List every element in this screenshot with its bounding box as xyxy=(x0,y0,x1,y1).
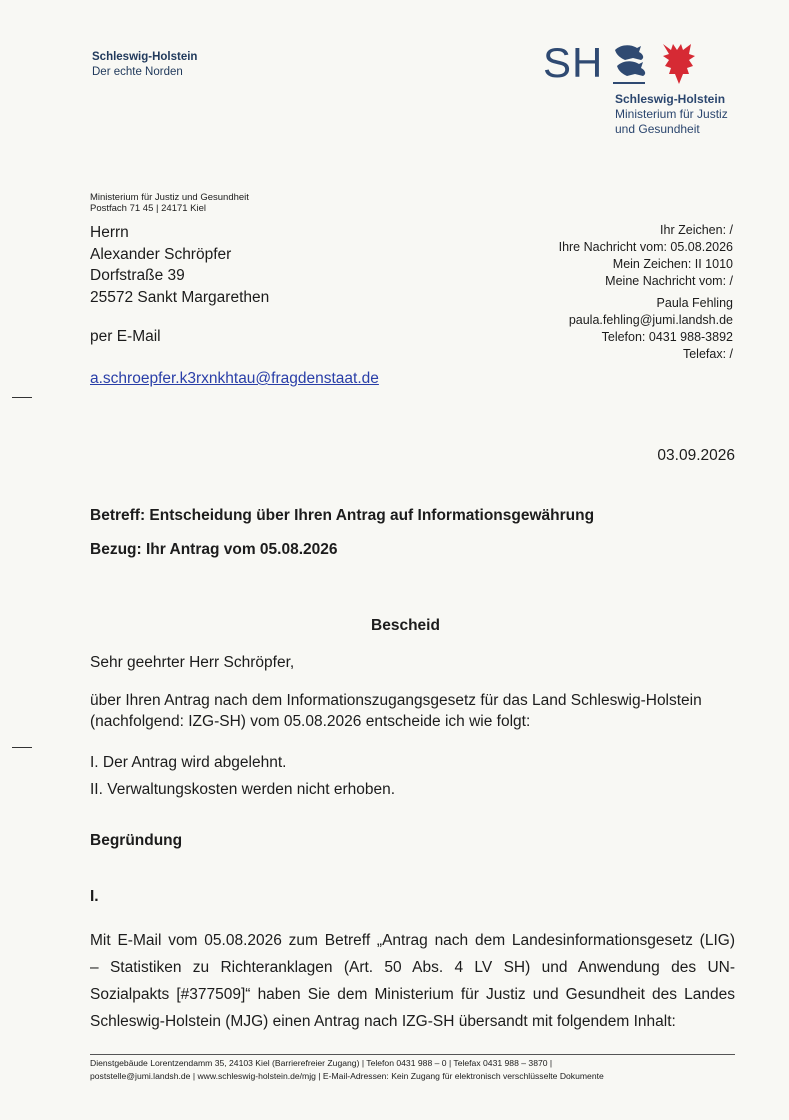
footer-line: Dienstgebäude Lorentzendamm 35, 24103 Kiel (Barrierefreier Zugang) | Telefon 0431 988 – 0 | Telefax 0431 988 – 3870 | xyxy=(90,1058,553,1068)
decision-list xyxy=(90,749,395,803)
body-line: Schleswig-Holstein (MJG) einen Antrag nach IZG-SH übersandt mit folgendem Inhalt: xyxy=(90,1013,676,1030)
body-line: Mit E-Mail vom 05.08.2026 zum Betreff „Antrag nach dem Landesinformationsgesetz (LIG) xyxy=(90,932,735,949)
body-line: Sozialpakts [#377509]“ haben Sie dem Ministerium für Justiz und Gesundheit des Landes xyxy=(90,986,735,1003)
contact-telefax: Telefax: / xyxy=(682,347,733,361)
coat-of-arms-icon xyxy=(611,42,703,86)
recipient-street: Dorfstraße 39 xyxy=(90,267,185,284)
ref-mein-zeichen: Mein Zeichen: II 1010 xyxy=(612,257,733,271)
brand-name: Schleswig-Holstein xyxy=(92,51,198,63)
recipient-city: 25572 Sankt Margarethen xyxy=(90,288,270,306)
recipient-name: Alexander Schröpfer xyxy=(90,245,232,263)
sh-logo xyxy=(543,40,703,90)
ref-meine-nachricht: Meine Nachricht vom: / xyxy=(605,274,733,288)
sh-logo-letters: SH xyxy=(543,39,604,86)
footer xyxy=(90,1057,750,1083)
recipient-address xyxy=(90,222,269,308)
sender-name: Ministerium für Justiz und Gesundheit xyxy=(90,192,249,203)
fold-mark xyxy=(12,397,32,398)
contact-name: Paula Fehling xyxy=(656,296,733,310)
sender-address xyxy=(90,192,249,214)
decision-item: II. Verwaltungskosten werden nicht erhoben. xyxy=(90,781,396,798)
footer-line: poststelle@jumi.landsh.de | www.schleswig-holstein.de/mjg | E-Mail-Adressen: Kein Zugang für elektronisch verschlüsselte Dokumente xyxy=(90,1071,604,1081)
footer-divider xyxy=(90,1054,735,1055)
begruendung-heading: Begründung xyxy=(90,832,183,849)
body-line: – Statistiken zu Richteranklagen (Art. 50 Abs. 4 LV SH) und Anwendung des UN- xyxy=(90,959,735,976)
decision-item: I. Der Antrag wird abgelehnt. xyxy=(90,754,287,771)
ref-ihr-zeichen: Ihr Zeichen: / xyxy=(660,223,733,237)
contact-telefon: Telefon: 0431 988-3892 xyxy=(601,330,733,344)
recipient-email-link[interactable]: a.schroepfer.k3rxnkhtau@fragdenstaat.de xyxy=(90,370,379,387)
intro-line: über Ihren Antrag nach dem Informationszugangsgesetz für das Land Schleswig-Holstein xyxy=(90,692,702,709)
ref-ihre-nachricht: Ihre Nachricht vom: 05.08.2026 xyxy=(558,240,733,254)
brand-block xyxy=(92,50,197,80)
letter-date: 03.09.2026 xyxy=(657,447,735,464)
contact-block xyxy=(569,295,733,363)
ministry-name-line1: Ministerium für Justiz xyxy=(615,107,728,121)
subject-line: Betreff: Entscheidung über Ihren Antrag auf Informationsgewährung xyxy=(90,507,595,524)
contact-email: paula.fehling@jumi.landsh.de xyxy=(568,313,733,327)
ministry-name-line2: und Gesundheit xyxy=(615,122,700,136)
fold-mark xyxy=(12,747,32,748)
sender-postbox: Postfach 71 45 | 24171 Kiel xyxy=(90,203,207,214)
ministry-state: Schleswig-Holstein xyxy=(615,92,726,106)
recipient-salutation: Herrn xyxy=(90,224,129,241)
intro-line: (nachfolgend: IZG-SH) vom 05.08.2026 entscheide ich wie folgt: xyxy=(90,713,531,730)
brand-slogan: Der echte Norden xyxy=(92,66,183,78)
reference-block xyxy=(559,222,733,290)
reference-line: Bezug: Ihr Antrag vom 05.08.2026 xyxy=(90,541,338,558)
delivery-method: per E-Mail xyxy=(90,328,161,345)
intro-paragraph xyxy=(90,690,740,732)
salutation: Sehr geehrter Herr Schröpfer, xyxy=(90,654,295,671)
bescheid-heading: Bescheid xyxy=(371,617,440,634)
body-paragraph xyxy=(90,927,735,1035)
section-numeral: I. xyxy=(90,888,99,905)
ministry-block xyxy=(615,92,728,137)
